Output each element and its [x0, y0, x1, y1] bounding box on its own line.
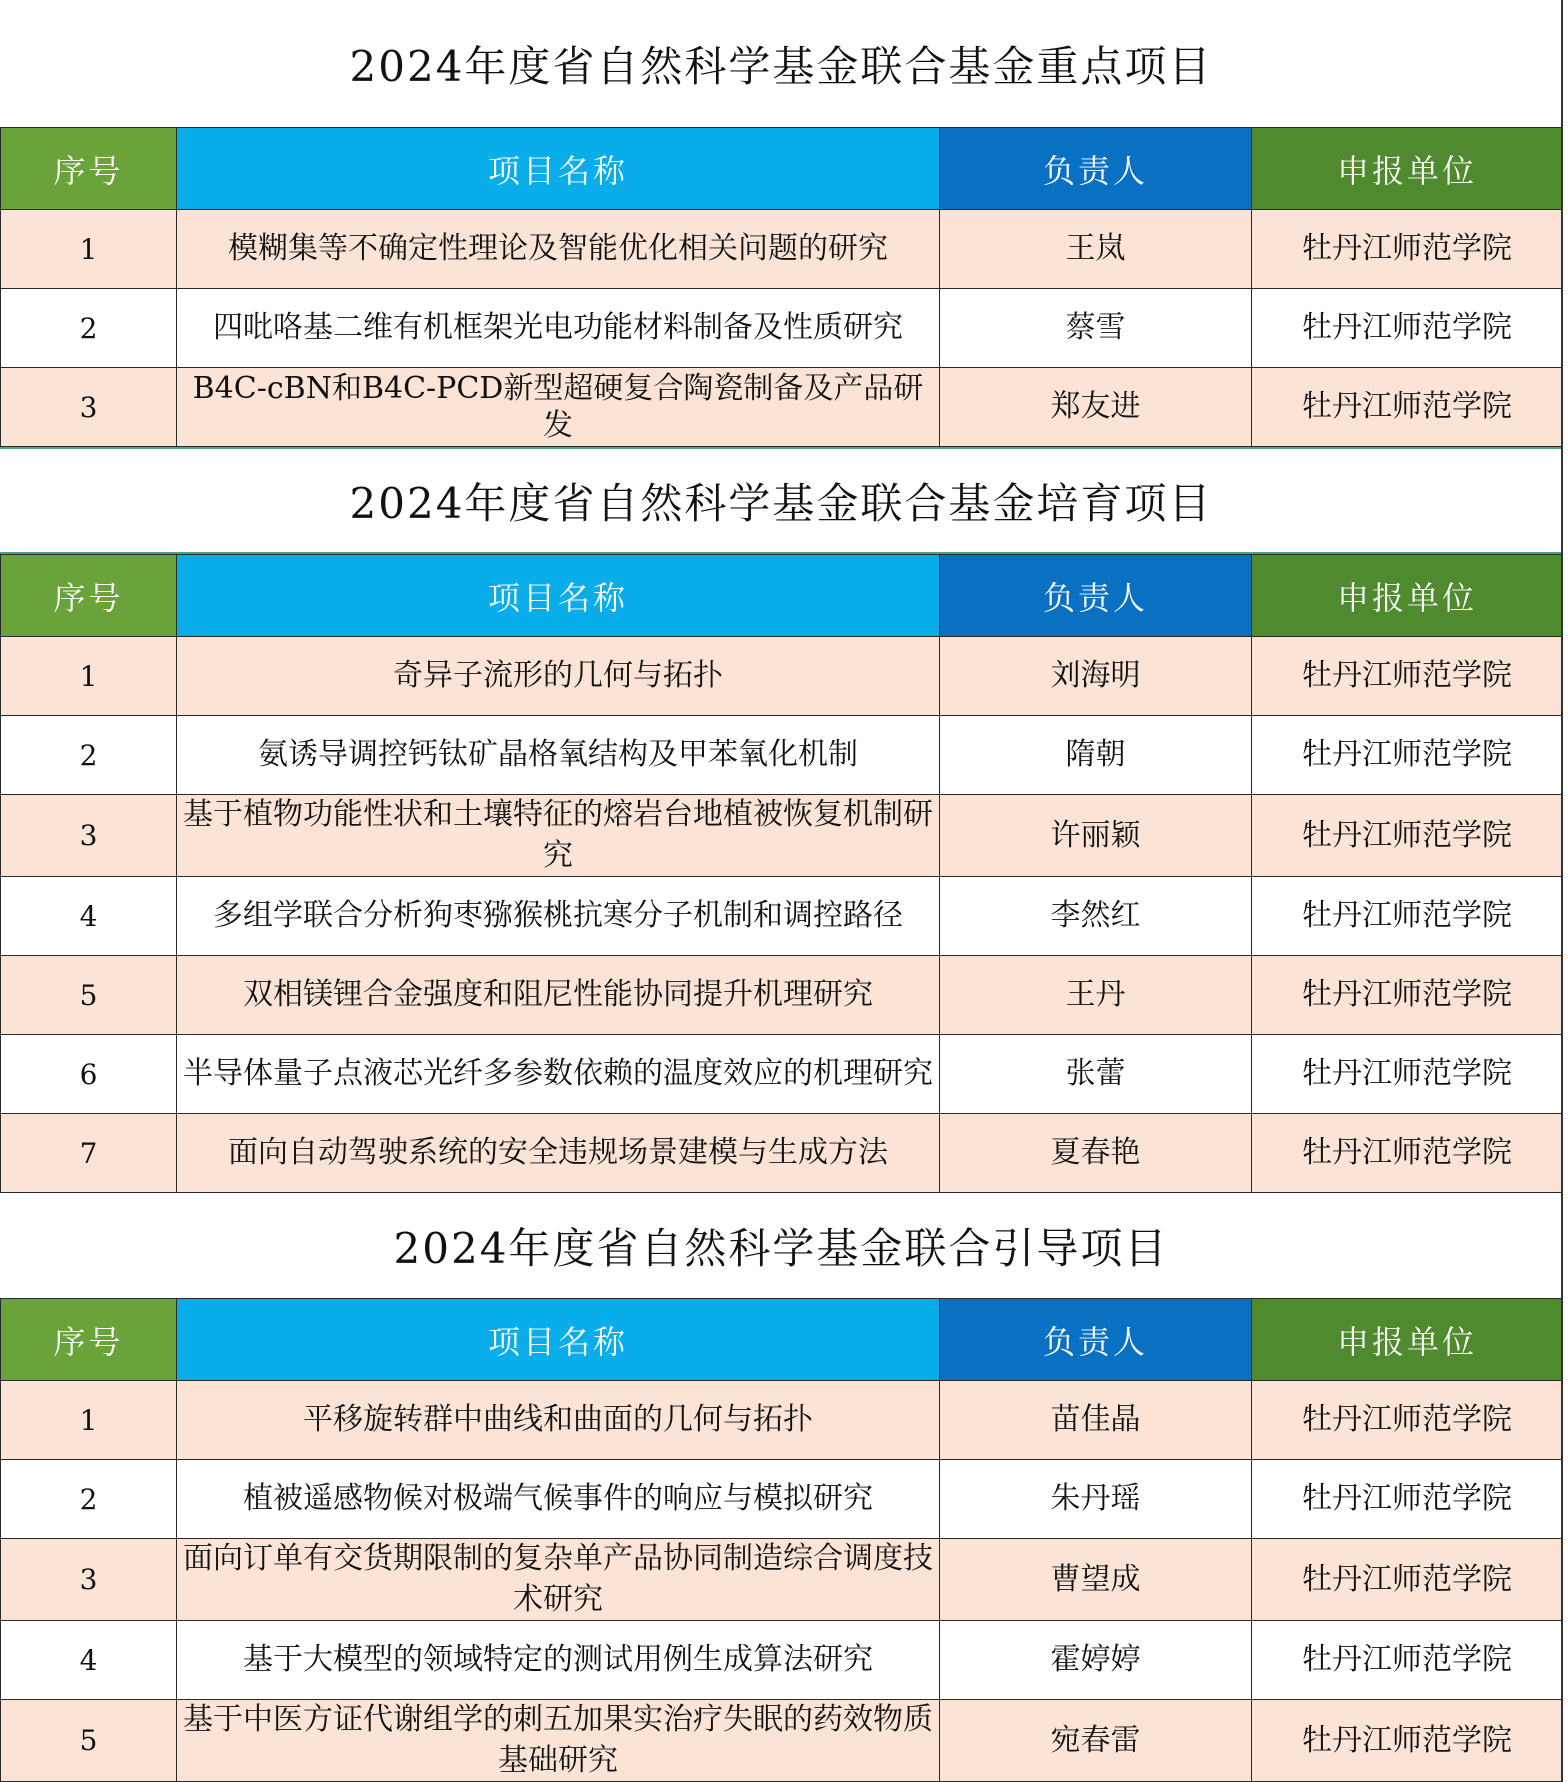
cell-unit: 牡丹江师范学院	[1252, 1539, 1563, 1621]
table-row	[1, 289, 1563, 368]
cell-leader: 夏春艳	[940, 1114, 1252, 1193]
table-row	[1, 956, 1563, 1035]
table-row	[1, 210, 1563, 289]
cell-leader: 宛春雷	[940, 1700, 1252, 1782]
cell-project-name: 双相镁锂合金强度和阻尼性能协同提升机理研究	[177, 956, 940, 1035]
section-title-key-projects: 2024年度省自然科学基金联合基金重点项目	[0, 0, 1562, 127]
table-row	[1, 1035, 1563, 1114]
cell-unit: 牡丹江师范学院	[1252, 289, 1563, 368]
cell-serial: 3	[1, 368, 177, 447]
cell-project-name: 多组学联合分析狗枣猕猴桃抗寒分子机制和调控路径	[177, 877, 940, 956]
table-header-row	[1, 1299, 1563, 1381]
cell-unit: 牡丹江师范学院	[1252, 1114, 1563, 1193]
table-row	[1, 637, 1563, 716]
table-row	[1, 1621, 1563, 1700]
cell-project-name: 面向自动驾驶系统的安全违规场景建模与生成方法	[177, 1114, 940, 1193]
cell-serial: 6	[1, 1035, 177, 1114]
cell-project-name: 模糊集等不确定性理论及智能优化相关问题的研究	[177, 210, 940, 289]
header-project-name: 项目名称	[177, 555, 940, 637]
cell-unit: 牡丹江师范学院	[1252, 1700, 1563, 1782]
header-project-name: 项目名称	[177, 128, 940, 210]
cell-serial: 4	[1, 877, 177, 956]
cell-serial: 7	[1, 1114, 177, 1193]
cell-serial: 1	[1, 210, 177, 289]
header-unit: 申报单位	[1252, 128, 1563, 210]
cell-unit: 牡丹江师范学院	[1252, 1035, 1563, 1114]
table-row	[1, 795, 1563, 877]
cell-leader: 张蕾	[940, 1035, 1252, 1114]
cell-leader: 隋朝	[940, 716, 1252, 795]
cell-unit: 牡丹江师范学院	[1252, 795, 1563, 877]
cell-serial: 5	[1, 1700, 177, 1782]
cell-project-name: 平移旋转群中曲线和曲面的几何与拓扑	[177, 1381, 940, 1460]
key-projects-table	[0, 127, 1563, 447]
cell-serial: 4	[1, 1621, 177, 1700]
cell-leader: 李然红	[940, 877, 1252, 956]
cell-project-name: 植被遥感物候对极端气候事件的响应与模拟研究	[177, 1460, 940, 1539]
cell-leader: 王丹	[940, 956, 1252, 1035]
cell-serial: 3	[1, 795, 177, 877]
cell-serial: 1	[1, 637, 177, 716]
cell-serial: 2	[1, 1460, 177, 1539]
cell-project-name: 基于大模型的领域特定的测试用例生成算法研究	[177, 1621, 940, 1700]
sheet-right-border	[1561, 0, 1563, 1782]
header-leader: 负责人	[940, 128, 1252, 210]
section-title-guidance-projects: 2024年度省自然科学基金联合引导项目	[0, 1193, 1562, 1298]
cell-leader: 曹望成	[940, 1539, 1252, 1621]
header-leader: 负责人	[940, 555, 1252, 637]
header-unit: 申报单位	[1252, 555, 1563, 637]
cell-leader: 郑友进	[940, 368, 1252, 447]
cell-project-name: 半导体量子点液芯光纤多参数依赖的温度效应的机理研究	[177, 1035, 940, 1114]
cell-unit: 牡丹江师范学院	[1252, 956, 1563, 1035]
cell-serial: 2	[1, 716, 177, 795]
cell-unit: 牡丹江师范学院	[1252, 210, 1563, 289]
table-row	[1, 1700, 1563, 1782]
table-row	[1, 1539, 1563, 1621]
cell-project-name: 面向订单有交货期限制的复杂单产品协同制造综合调度技术研究	[177, 1539, 940, 1621]
cell-project-name: 基于植物功能性状和土壤特征的熔岩台地植被恢复机制研究	[177, 795, 940, 877]
cell-project-name: 氨诱导调控钙钛矿晶格氧结构及甲苯氧化机制	[177, 716, 940, 795]
header-unit: 申报单位	[1252, 1299, 1563, 1381]
header-serial: 序号	[1, 1299, 177, 1381]
cell-unit: 牡丹江师范学院	[1252, 1381, 1563, 1460]
table-row	[1, 1114, 1563, 1193]
cell-leader: 刘海明	[940, 637, 1252, 716]
cell-unit: 牡丹江师范学院	[1252, 1621, 1563, 1700]
section-title-cultivation-projects: 2024年度省自然科学基金联合基金培育项目	[0, 447, 1562, 554]
cell-project-name: 四吡咯基二维有机框架光电功能材料制备及性质研究	[177, 289, 940, 368]
cell-unit: 牡丹江师范学院	[1252, 877, 1563, 956]
cell-project-name: 基于中医方证代谢组学的刺五加果实治疗失眠的药效物质基础研究	[177, 1700, 940, 1782]
guidance-projects-table	[0, 1298, 1563, 1782]
cell-leader: 许丽颖	[940, 795, 1252, 877]
cell-project-name: B4C-cBN和B4C-PCD新型超硬复合陶瓷制备及产品研发	[177, 368, 940, 447]
cell-unit: 牡丹江师范学院	[1252, 716, 1563, 795]
table-row	[1, 368, 1563, 447]
cell-leader: 王岚	[940, 210, 1252, 289]
cell-unit: 牡丹江师范学院	[1252, 1460, 1563, 1539]
table-row	[1, 716, 1563, 795]
table-row	[1, 877, 1563, 956]
cell-unit: 牡丹江师范学院	[1252, 368, 1563, 447]
header-serial: 序号	[1, 128, 177, 210]
header-serial: 序号	[1, 555, 177, 637]
table-row	[1, 1381, 1563, 1460]
cell-leader: 蔡雪	[940, 289, 1252, 368]
header-project-name: 项目名称	[177, 1299, 940, 1381]
cultivation-projects-table	[0, 554, 1563, 1193]
cell-leader: 苗佳晶	[940, 1381, 1252, 1460]
cell-leader: 霍婷婷	[940, 1621, 1252, 1700]
cell-serial: 1	[1, 1381, 177, 1460]
cell-unit: 牡丹江师范学院	[1252, 637, 1563, 716]
cell-leader: 朱丹瑶	[940, 1460, 1252, 1539]
cell-project-name: 奇异子流形的几何与拓扑	[177, 637, 940, 716]
table-row	[1, 1460, 1563, 1539]
cell-serial: 5	[1, 956, 177, 1035]
cell-serial: 2	[1, 289, 177, 368]
table-header-row	[1, 555, 1563, 637]
table-header-row	[1, 128, 1563, 210]
cell-serial: 3	[1, 1539, 177, 1621]
header-leader: 负责人	[940, 1299, 1252, 1381]
